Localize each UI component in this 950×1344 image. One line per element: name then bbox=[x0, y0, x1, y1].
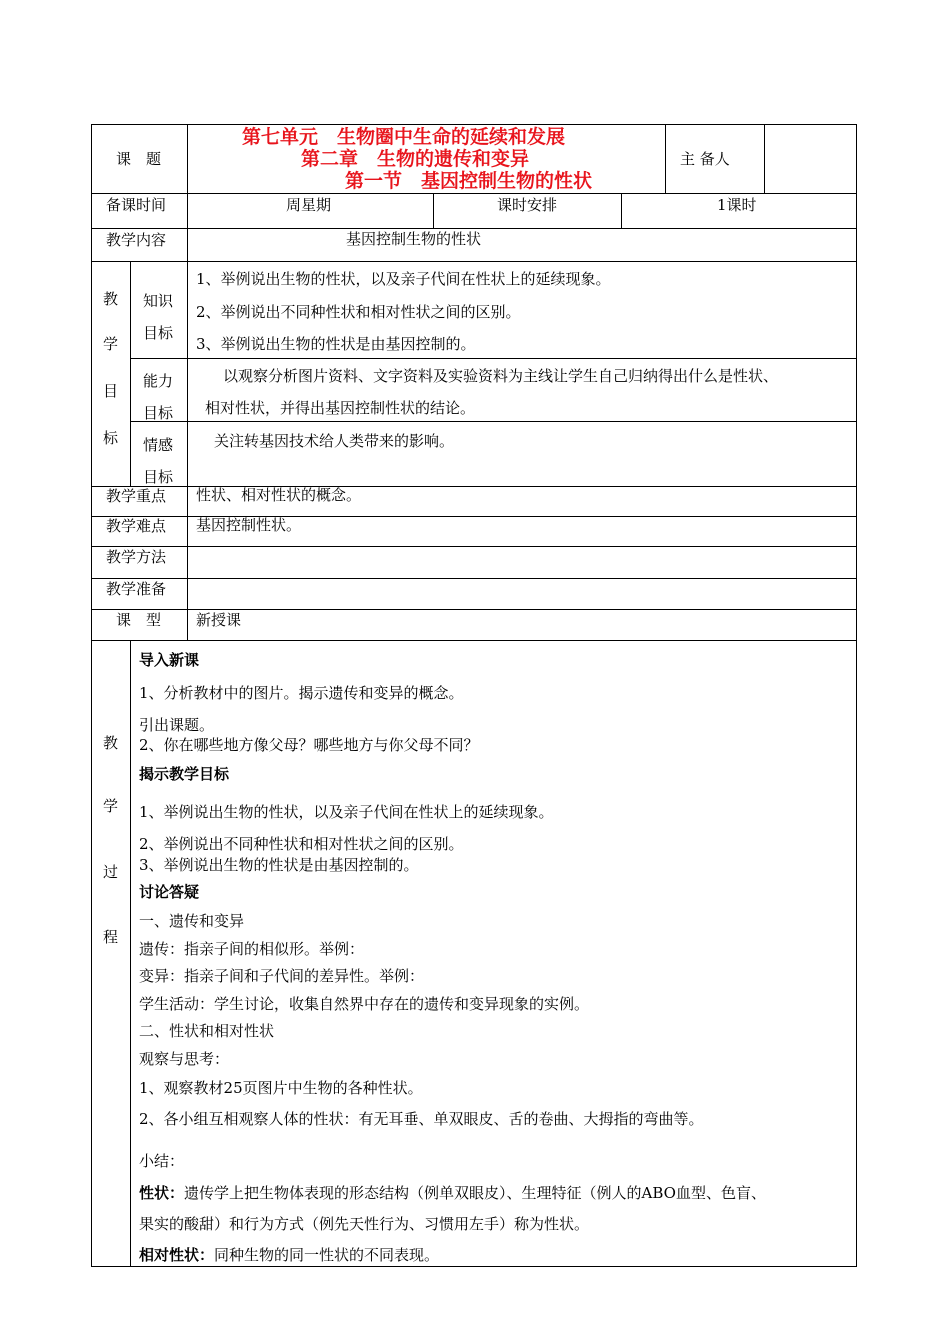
process-char: 过 bbox=[103, 863, 119, 881]
process-char: 学 bbox=[103, 797, 119, 815]
knowledge-item: 1、举例说出生物的性状，以及亲子代间在性状上的延续现象。 bbox=[196, 270, 611, 288]
relative-trait-def: 同种生物的同一性状的不同表现。 bbox=[214, 1246, 440, 1264]
objectives-char: 教 bbox=[103, 290, 119, 308]
section-heading: 二、性状和相对性状 bbox=[139, 1022, 275, 1040]
objectives-char: 目 bbox=[103, 382, 119, 400]
relative-trait-definition bbox=[139, 1246, 439, 1264]
emotion-label: 目标 bbox=[143, 468, 174, 486]
emotion-text: 关注转基因技术给人类带来的影响。 bbox=[214, 432, 455, 450]
ability-text: 以观察分析图片资料、文字资料及实验资料为主线让学生自己归纳得出什么是性状、 bbox=[223, 367, 779, 385]
goal-item: 3、举例说出生物的性状是由基因控制的。 bbox=[139, 856, 419, 874]
chapter-title: 第二章 生物的遗传和变异 bbox=[301, 148, 530, 170]
trait-definition bbox=[139, 1184, 766, 1202]
lesson-type-value: 新授课 bbox=[196, 611, 242, 629]
activity-text: 学生活动：学生讨论，收集自然界中存在的遗传和变异现象的实例。 bbox=[139, 995, 590, 1013]
difficulty-value: 基因控制性状。 bbox=[196, 516, 302, 534]
process-char: 程 bbox=[103, 928, 119, 946]
hours-label: 课时安排 bbox=[497, 196, 558, 214]
content-label: 教学内容 bbox=[106, 231, 167, 249]
hours-value: 1课时 bbox=[717, 196, 757, 214]
intro-item: 2、你在哪些地方像父母？哪些地方与你父母不同？ bbox=[139, 736, 479, 754]
knowledge-label: 目标 bbox=[143, 324, 174, 342]
topic-label: 课 题 bbox=[116, 150, 162, 168]
observe-item: 2、各小组互相观察人体的性状：有无耳垂、单双眼皮、舌的卷曲、大拇指的弯曲等。 bbox=[139, 1110, 704, 1128]
key-point-value: 性状、相对性状的概念。 bbox=[196, 486, 362, 504]
trait-def-line: 果实的酸甜）和行为方式（例先天性行为、习惯用左手）称为性状。 bbox=[139, 1215, 590, 1233]
objectives-char: 学 bbox=[103, 335, 119, 353]
goal-item: 1、举例说出生物的性状，以及亲子代间在性状上的延续现象。 bbox=[139, 803, 554, 821]
goal-item: 2、举例说出不同种性状和相对性状之间的区别。 bbox=[139, 835, 464, 853]
preparation-label: 教学准备 bbox=[106, 580, 167, 598]
process-char: 教 bbox=[103, 734, 119, 752]
section-title: 第一节 基因控制生物的性状 bbox=[345, 170, 593, 192]
observe-item: 1、观察教材25页图片中生物的各种性状。 bbox=[139, 1079, 423, 1097]
goals-heading: 揭示教学目标 bbox=[139, 765, 230, 783]
trait-def-line: 遗传学上把生物体表现的形态结构（例单双眼皮）、生理特征（例人的ABO血型、色盲、 bbox=[184, 1184, 766, 1202]
ability-label: 目标 bbox=[143, 404, 174, 422]
week-value: 周星期 bbox=[286, 196, 332, 214]
lesson-type-label: 课 型 bbox=[116, 611, 162, 629]
content-value: 基因控制生物的性状 bbox=[346, 230, 482, 248]
knowledge-label: 知识 bbox=[143, 292, 174, 310]
intro-heading: 导入新课 bbox=[139, 651, 200, 669]
ability-text: 相对性状，并得出基因控制性状的结论。 bbox=[205, 399, 476, 417]
observe-text: 观察与思考： bbox=[139, 1050, 230, 1068]
unit-title: 第七单元 生物圈中生命的延续和发展 bbox=[242, 126, 566, 148]
heredity-text: 遗传：指亲子间的相似形。举例： bbox=[139, 940, 365, 958]
ability-label: 能力 bbox=[143, 372, 174, 390]
discuss-heading: 讨论答疑 bbox=[139, 883, 200, 901]
knowledge-item: 3、举例说出生物的性状是由基因控制的。 bbox=[196, 335, 476, 353]
knowledge-item: 2、举例说出不同种性状和相对性状之间的区别。 bbox=[196, 303, 521, 321]
intro-item: 1、分析教材中的图片。揭示遗传和变异的概念。 bbox=[139, 684, 464, 702]
difficulty-label: 教学难点 bbox=[106, 517, 167, 535]
emotion-label: 情感 bbox=[143, 436, 174, 454]
trait-term: 性状： bbox=[139, 1184, 185, 1202]
key-point-label: 教学重点 bbox=[106, 487, 167, 505]
lead-preparer-label: 主 备人 bbox=[680, 150, 730, 168]
variation-text: 变异：指亲子间和子代间的差异性。举例： bbox=[139, 967, 425, 985]
intro-item: 引出课题。 bbox=[139, 716, 215, 734]
section-heading: 一、遗传和变异 bbox=[139, 912, 245, 930]
method-label: 教学方法 bbox=[106, 548, 167, 566]
objectives-char: 标 bbox=[103, 429, 119, 447]
relative-trait-term: 相对性状： bbox=[139, 1246, 215, 1264]
prep-time-label: 备课时间 bbox=[106, 196, 167, 214]
summary-label: 小结： bbox=[139, 1152, 185, 1170]
